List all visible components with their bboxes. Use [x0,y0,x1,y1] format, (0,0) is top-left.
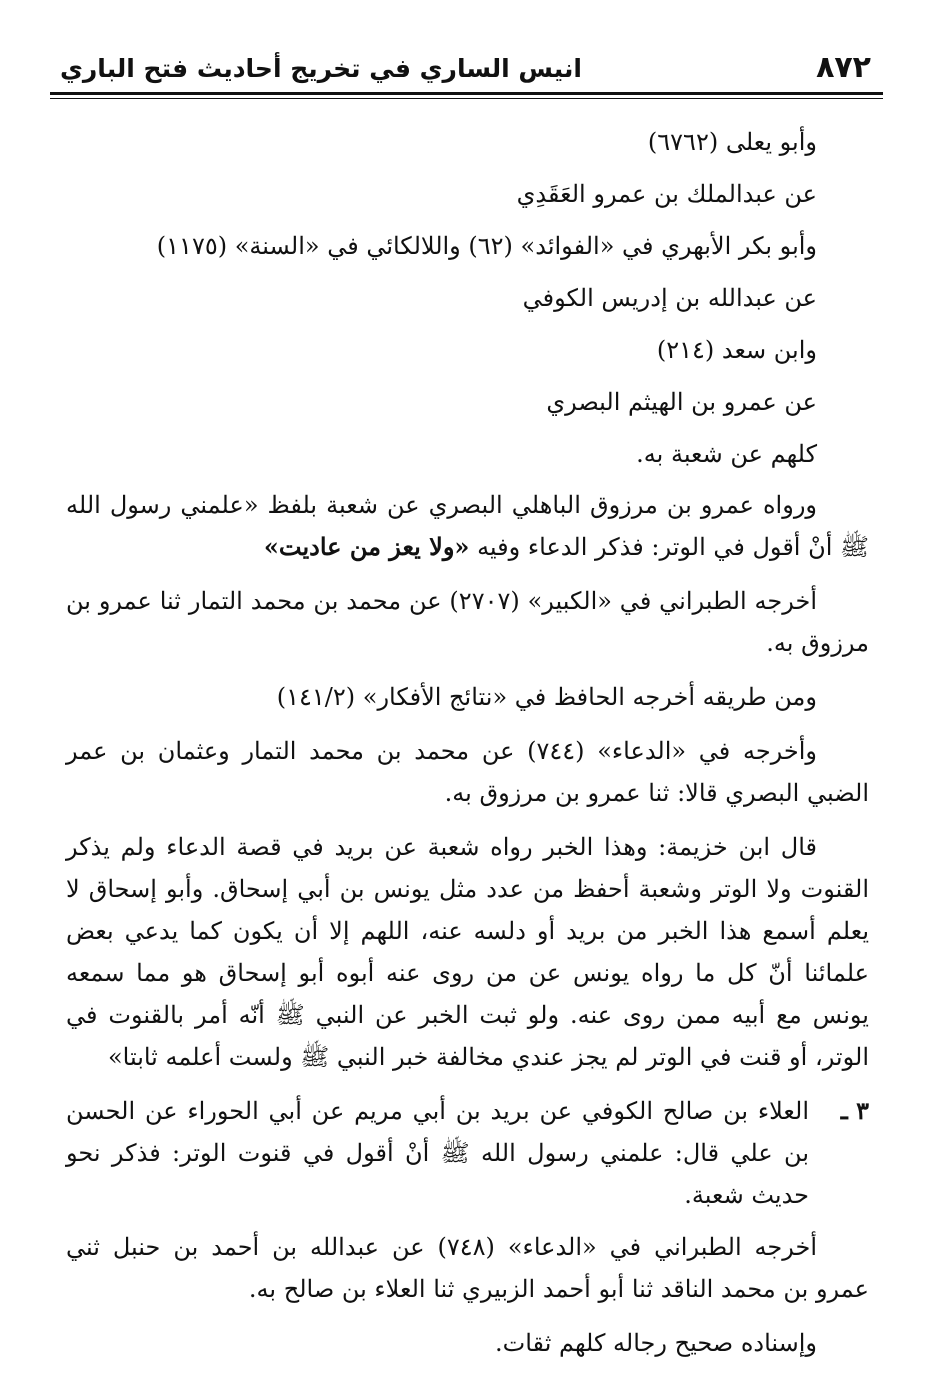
paragraph: ومن طريقه أخرجه الحافظ في «نتائج الأفكار» (١٤١/٢) [276,683,817,711]
text-line: عن عمرو بن الهيثم البصري [546,388,817,416]
text-line: عن عبدالله بن إدريس الكوفي [522,284,817,312]
page-number: ٨٧٢ [816,50,871,85]
header-rule-thin [50,98,883,99]
paragraph: أخرجه الطبراني في «الكبير» (٢٧٠٧) عن محمد بن محمد التمار ثنا عمرو بن مرزوق به. [66,587,869,657]
paragraph-text: ورواه عمرو بن مرزوق الباهلي البصري عن شعبة بلفظ «علمني رسول الله ﷺ أنْ أقول في الوتر: فذكر الدعاء وفيه [66,491,869,561]
text-line: وأبو يعلى (٦٧٦٢) [647,128,817,156]
page-header [50,46,883,92]
text-line: عن عبدالملك بن عمرو العَقَدِي [516,180,817,208]
paragraph: أخرجه الطبراني في «الدعاء» (٧٤٨) عن عبدالله بن أحمد بن حنبل ثني عمرو بن محمد الناقد ثنا أبو أحمد الزبيري ثنا العلاء بن صالح به. [66,1233,869,1303]
paragraph: وأخرجه في «الدعاء» (٧٤٤) عن محمد بن محمد التمار وعثمان بن عمر الضبي البصري قالا: ثنا عمرو بن مرزوق به. [66,737,869,807]
numbered-item [66,1090,869,1216]
text-line: وأبو بكر الأبهري في «الفوائد» (٦٢) واللالكائي في «السنة» (١١٧٥) [156,232,817,260]
paragraph: وإسناده صحيح رجاله كلهم ثقات. [495,1329,817,1357]
text-line: كلهم عن شعبة به. [636,440,817,468]
page-body [66,116,869,1376]
paragraph: قال ابن خزيمة: وهذا الخبر رواه شعبة عن بريد في قصة الدعاء ولم يذكر القنوت ولا الوتر وشعبة أحفظ من عدد مثل يونس بن أبي إسحاق. وأبو إسحاق لا يعلم أسمع هذا الخبر من بريد أو دلسه عنه، اللهم إلا أن يكون كما يدعي بعض علمائنا أنّ كل ما رواه يونس عن من روى عنه أبوه أبو إسحاق هو مما سمعه يونس مع أبيه ممن روى عنه. ولو ثبت الخبر عن النبي ﷺ أنّه أمر بالقنوت في الوتر، أو قنت في الوتر لم يجز عندي مخالفة خبر النبي ﷺ ولست أعلمه ثابتا» [66,833,870,1071]
item-text: العلاء بن صالح الكوفي عن بريد بن أبي مريم عن أبي الحوراء عن الحسن بن علي قال: علمني رسول الله ﷺ أنْ أقول في قنوت الوتر: فذكر نحو حديث شعبة. [66,1097,809,1209]
paragraph [66,484,869,568]
item-number: ٣ ـ [840,1096,869,1125]
header-rule [50,92,883,95]
running-title: انيس الساري في تخريج أحاديث فتح الباري [60,54,582,83]
text-line: وابن سعد (٢١٤) [656,336,817,364]
quoted-phrase: «ولا يعز من عاديت» [263,532,470,561]
